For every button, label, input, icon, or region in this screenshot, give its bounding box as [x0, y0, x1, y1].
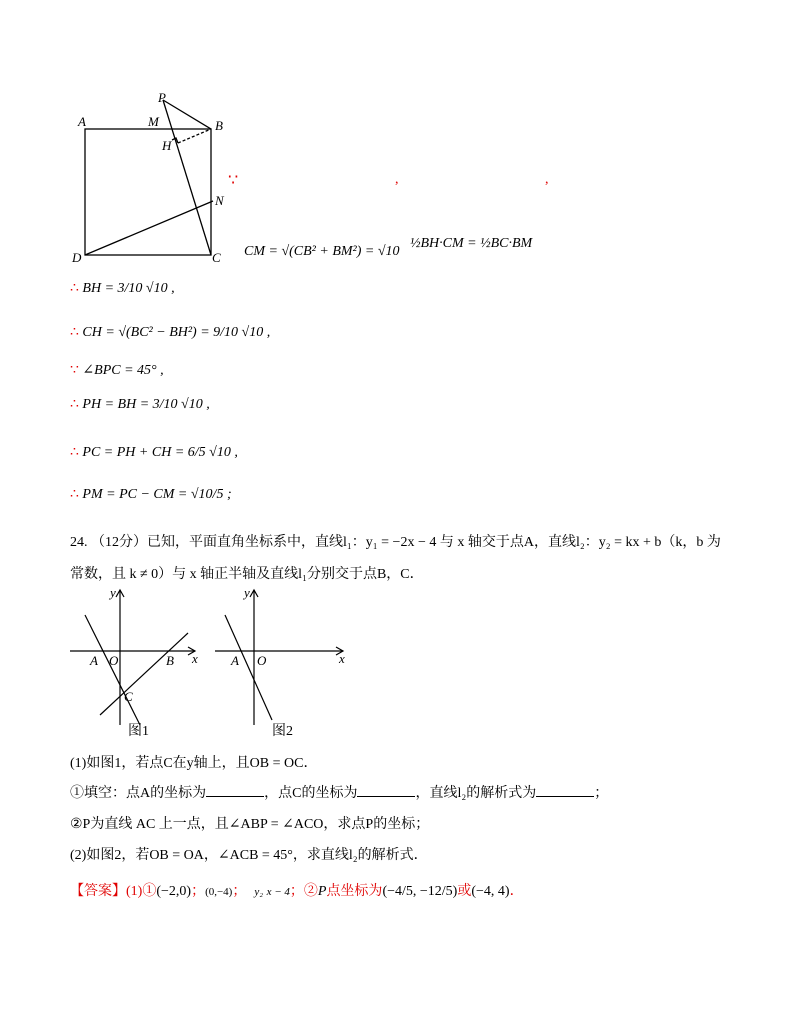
answer-line: 【答案】(1)①(−2,0)；(0,−4)； y₂ x − 4；②P点坐标为(−4/5, −12/5)或(−4, 4)．: [70, 884, 524, 899]
fig1-caption: 图1: [128, 724, 149, 739]
answer-blank-2[interactable]: [357, 784, 415, 797]
fig2-O: O: [257, 653, 267, 668]
label-C: C: [212, 250, 221, 265]
q24-line1: 24. （12分）已知，平面直角坐标系中，直线l₁：y₁ = −2x − 4 与 x 轴交于点A，直线l₂：y₂ = kx + b（k，b 为: [70, 535, 721, 550]
label-B: B: [215, 118, 223, 133]
step-6: ∴ PM = PC − CM = √10/5 ;: [70, 487, 232, 502]
comma-mark-1: ,: [395, 172, 399, 187]
step-5: ∴ PC = PH + CH = 6/5 √10 ,: [70, 445, 238, 460]
because-mark: ∵: [228, 172, 239, 189]
label-A: A: [78, 114, 86, 129]
q24-part1: (1)如图1，若点C在y轴上，且OB = OC．: [70, 756, 318, 771]
fig1-x-label: x: [192, 651, 198, 666]
q24-part2: (2)如图2，若OB = OA，∠ACB = 45°，求直线l₂的解析式．: [70, 848, 428, 863]
fig1-O: O: [109, 653, 119, 668]
step-2: ∴ CH = √(BC² − BH²) = 9/10 √10 ,: [70, 325, 271, 340]
formula-area: ½BH·CM = ½BC·BM: [410, 236, 533, 251]
answer-blank-3[interactable]: [536, 784, 594, 797]
label-P: P: [158, 90, 166, 105]
fig2-A: A: [231, 653, 239, 668]
square-figure: [70, 90, 240, 270]
q24-line2: 常数，且 k ≠ 0）与 x 轴正半轴及直线l₁分别交于点B，C．: [70, 567, 424, 582]
label-N: N: [215, 193, 224, 208]
coord-figure-1: [70, 585, 210, 735]
label-M: M: [148, 114, 159, 129]
fig1-C: C: [124, 689, 133, 704]
q24-part1b: ②P为直线 AC 上一点，且∠ABP = ∠ACO，求点P的坐标；: [70, 817, 430, 832]
fig1-y-label: y: [110, 585, 116, 600]
comma-mark-2: ,: [545, 172, 549, 187]
q24-part1a: ①填空：点A的坐标为 ，点C的坐标为 ，直线l₂的解析式为 ；: [70, 786, 609, 801]
coord-figure-2: [215, 585, 350, 735]
step-1: ∴ BH = 3/10 √10 ,: [70, 281, 175, 296]
fig1-B: B: [166, 653, 174, 668]
label-H: H: [162, 138, 172, 153]
label-D: D: [72, 250, 82, 265]
fig2-caption: 图2: [272, 724, 293, 739]
fig2-x-label: x: [339, 651, 345, 666]
fig2-y-label: y: [244, 585, 250, 600]
step-3: ∵ ∠BPC = 45° ,: [70, 363, 164, 378]
step-4: ∴ PH = BH = 3/10 √10 ,: [70, 397, 210, 412]
fig1-A: A: [90, 653, 98, 668]
formula-cm: CM = √(CB² + BM²) = √10: [244, 244, 400, 259]
answer-blank-1[interactable]: [206, 784, 264, 797]
